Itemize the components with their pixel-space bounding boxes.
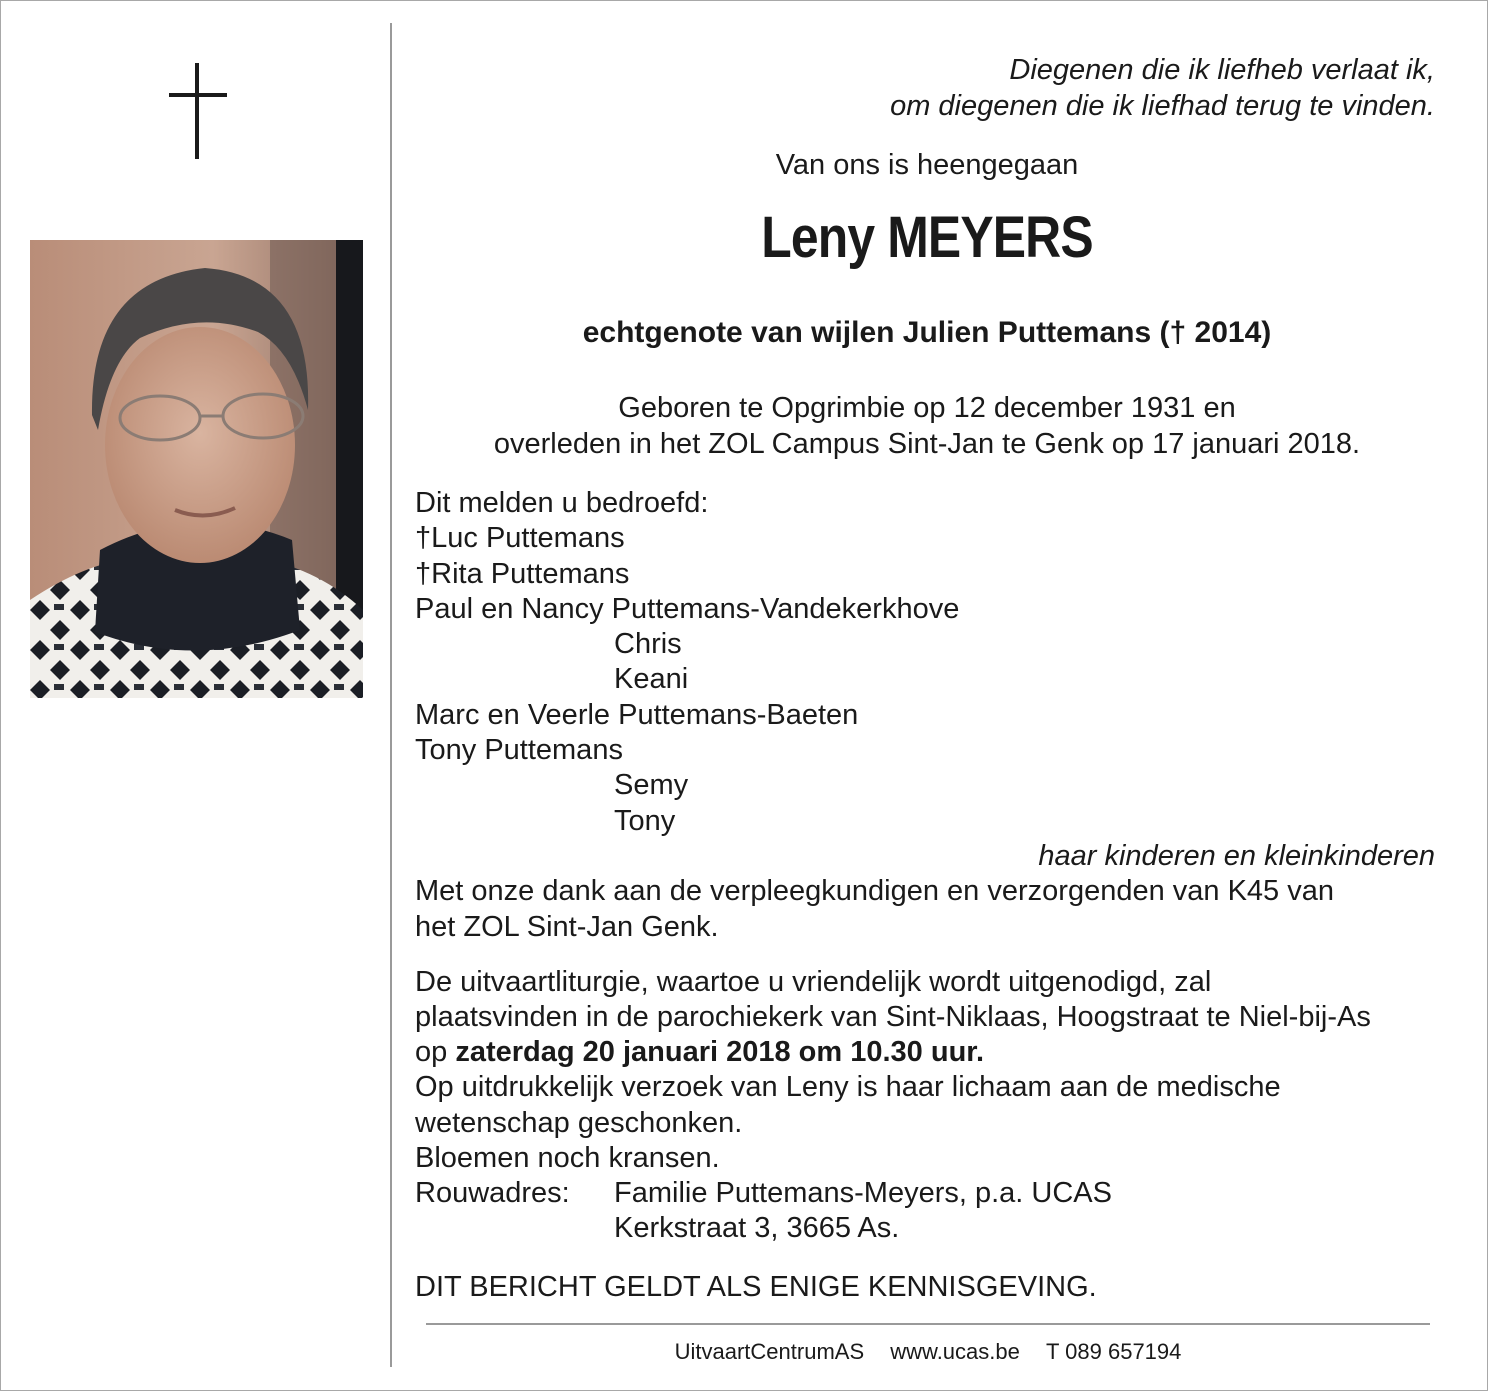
funeral-line-4: Op uitdrukkelijk verzoek van Leny is haar lichaam aan de medische [415,1071,1281,1103]
family-member: Marc en Veerle Puttemans-Baeten [415,699,859,731]
footer-company: UitvaartCentrumAS [674,1339,865,1364]
intro-text: Van ons is heengegaan [775,149,1079,181]
funeral-datetime: zaterdag 20 januari 2018 om 10.30 uur. [455,1036,985,1068]
funeral-line-3 [415,1035,984,1070]
funeral-prefix: op [415,1036,448,1068]
spouse-line: echtgenote van wijlen Julien Puttemans († 2014) [582,316,1272,349]
address-line-2: Kerkstraat 3, 3665 As. [614,1212,900,1244]
quote-line-1: Diegenen die ik liefheb verlaat ik, [1009,54,1435,86]
quote-line-2: om diegenen die ik liefhad terug te vinden. [890,90,1435,122]
funeral-line-5: wetenschap geschonken. [415,1107,743,1139]
footer-phone: T 089 657194 [1046,1339,1182,1364]
family-signature: haar kinderen en kleinkinderen [1038,840,1435,872]
address-line-1: Familie Puttemans-Meyers, p.a. UCAS [614,1177,1112,1209]
funeral-line-2: plaatsvinden in de parochiekerk van Sint-Niklaas, Hoogstraat te Niel-bij-As [415,1001,1371,1033]
birth-line: Geboren te Opgrimbie op 12 december 1931 en [618,392,1236,424]
deceased-name: Leny MEYERS [761,205,1093,270]
family-member: †Luc Puttemans [415,522,625,554]
grandchild: Keani [614,663,689,695]
thanks-line-2: het ZOL Sint-Jan Genk. [415,911,719,943]
portrait-photo [30,240,363,698]
death-line: overleden in het ZOL Campus Sint-Jan te Genk op 17 januari 2018. [493,428,1361,460]
funeral-line-6: Bloemen noch kransen. [415,1142,720,1174]
notice-text: DIT BERICHT GELDT ALS ENIGE KENNISGEVING. [415,1271,1097,1303]
thanks-line-1: Met onze dank aan de verpleegkundigen en verzorgenden van K45 van [415,875,1334,907]
family-member: Tony Puttemans [415,734,623,766]
cross-icon [169,63,227,159]
family-member: †Rita Puttemans [415,558,630,590]
family-member: Paul en Nancy Puttemans-Vandekerkhove [415,593,960,625]
grandchild: Chris [614,628,682,660]
grandchild: Semy [614,769,689,801]
funeral-line-1: De uitvaartliturgie, waartoe u vriendelijk wordt uitgenodigd, zal [415,966,1212,998]
footer-rule [426,1323,1430,1325]
vertical-divider [390,23,392,1367]
family-heading: Dit melden u bedroefd: [415,487,709,519]
grandchild: Tony [614,805,676,837]
address-label: Rouwadres: [415,1177,570,1209]
footer [426,1338,1430,1366]
footer-website[interactable]: www.ucas.be [890,1339,1020,1364]
